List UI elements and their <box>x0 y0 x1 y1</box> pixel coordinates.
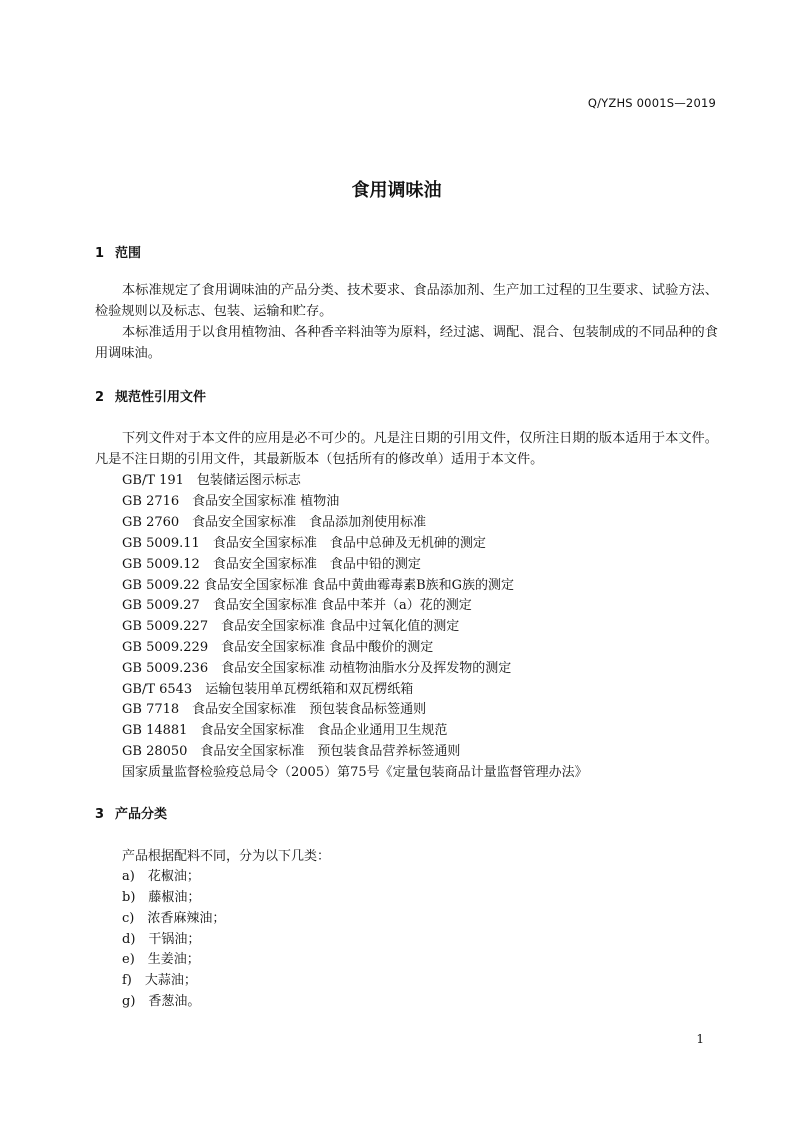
section-1-heading <box>95 242 141 261</box>
section-2-paragraph-1: 下列文件对于本文件的应用是必不可少的。凡是注日期的引用文件，仅所注日期的版本适用于本文件。凡是不注日期的引用文件，其最新版本（包括所有的修改单）适用于本文件。 <box>95 431 718 467</box>
section-1-paragraph-1: 本标准规定了食用调味油的产品分类、技术要求、食品添加剂、生产加工过程的卫生要求、试验方法、检验规则以及标志、包装、运输和贮存。 <box>95 283 718 319</box>
reference-item: GB 5009.229 食品安全国家标准 食品中酸价的测定 <box>122 640 434 655</box>
reference-item: GB 5009.27 食品安全国家标准 食品中苯并（a）花的测定 <box>122 598 472 613</box>
section-title: 规范性引用文件 <box>115 390 207 405</box>
section-3-intro: 产品根据配料不同，分为以下几类： <box>122 849 331 864</box>
section-title: 范围 <box>115 246 142 261</box>
reference-item: 国家质量监督检验疫总局令（2005）第75号《定量包装商品计量监督管理办法》 <box>122 765 588 780</box>
section-number: 2 <box>95 390 105 405</box>
list-item: b) 藤椒油； <box>122 890 201 905</box>
reference-item: GB 5009.11 食品安全国家标准 食品中总砷及无机砷的测定 <box>122 536 486 551</box>
list-item: c) 浓香麻辣油； <box>122 911 226 926</box>
page-number: 1 <box>696 1032 704 1046</box>
reference-item: GB 5009.12 食品安全国家标准 食品中铅的测定 <box>122 557 421 572</box>
reference-item: GB/T 6543 运输包装用单瓦楞纸箱和双瓦楞纸箱 <box>122 682 414 697</box>
section-1-paragraph-2: 本标准适用于以食用植物油、各种香辛料油等为原料，经过滤、调配、混合、包装制成的不同品种的食用调味油。 <box>95 325 718 361</box>
reference-item: GB 28050 食品安全国家标准 预包装食品营养标签通则 <box>122 744 461 759</box>
reference-item: GB 2760 食品安全国家标准 食品添加剂使用标准 <box>122 515 427 530</box>
reference-item: GB 5009.236 食品安全国家标准 动植物油脂水分及挥发物的测定 <box>122 661 512 676</box>
section-title: 产品分类 <box>115 807 168 822</box>
section-number: 3 <box>95 807 105 822</box>
section-2-heading <box>95 386 206 405</box>
reference-item: GB/T 191 包装储运图示标志 <box>122 473 301 488</box>
reference-item: GB 5009.227 食品安全国家标准 食品中过氧化值的测定 <box>122 619 460 634</box>
list-item: e) 生姜油； <box>122 952 200 967</box>
section-number: 1 <box>95 246 105 261</box>
reference-item: GB 5009.22 食品安全国家标准 食品中黄曲霉毒素B族和G族的测定 <box>122 578 515 593</box>
list-item: d) 干锅油； <box>122 932 201 947</box>
reference-item: GB 7718 食品安全国家标准 预包装食品标签通则 <box>122 702 427 717</box>
list-item: a) 花椒油； <box>122 869 200 884</box>
list-item: f) 大蒜油； <box>122 973 197 988</box>
list-item: g) 香葱油。 <box>122 994 201 1009</box>
document-code: Q/YZHS 0001S—2019 <box>587 96 716 110</box>
reference-item: GB 2716 食品安全国家标准 植物油 <box>122 494 340 509</box>
section-3-heading <box>95 803 167 822</box>
reference-item: GB 14881 食品安全国家标准 食品企业通用卫生规范 <box>122 723 448 738</box>
document-title: 食用调味油 <box>351 180 442 201</box>
